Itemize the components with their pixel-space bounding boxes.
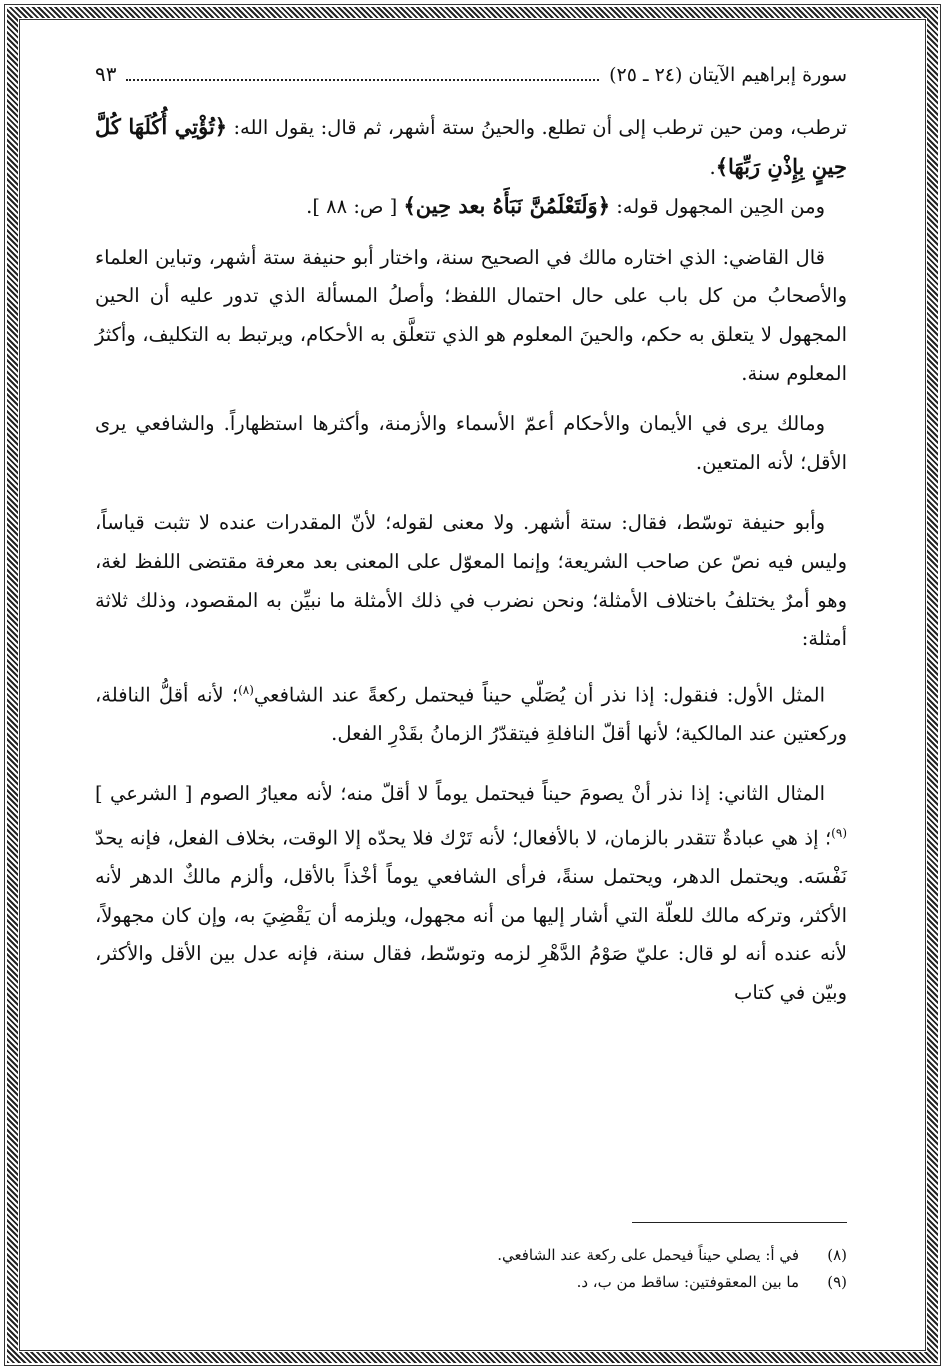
paragraph-1-text: ترطب، ومن حين ترطب إلى أن تطلع. والحينُ ستة أشهر، ثم قال: يقول الله:: [227, 116, 848, 139]
paragraph-2-text: ومن الحِين المجهول قوله:: [610, 195, 825, 219]
footnote-ref-8: (٨): [238, 682, 254, 697]
paragraph-1-end: .: [709, 155, 716, 179]
paragraph-6: [95, 671, 847, 754]
paragraph-2-citation: [ ص: ٨٨ ].: [306, 195, 404, 219]
footnote-text: ما بين المعقوفتين: ساقط من ب، د.: [576, 1273, 799, 1291]
paragraph-6-text: المثل الأول: فنقول: إذا نذر أن يُصَلّي حيناً فيحتمل ركعةً عند الشافعي: [253, 683, 826, 707]
paragraph-4: ومالك يرى في الأيمان والأحكام أعمّ الأسماء والأزمنة، وأكثرها استظهاراً. والشافعي يرى الأقل؛ لأنه المتعين.: [95, 412, 847, 474]
footnote-separator: [632, 1222, 847, 1223]
paragraph-5: وأبو حنيفة توسّط، فقال: ستة أشهر. ولا معنى لقوله؛ لأنّ المقدرات عنده لا تثبت قياساً، وليس فيه نصّ عن صاحب الشريعة؛ وإنما المعوّل على المعنى بعد معرفة مقتضى اللفظ لغة، وهو أمرٌ يختلفُ باختلاف الأمثلة؛ ونحن نضرب في ذلك الأمثلة ما نبيِّن به المقصود، وذلك ثلاثة أمثلة:: [95, 511, 847, 651]
paragraph-7: [95, 775, 847, 1012]
footnote-text: في أ: يصلي حيناً فيحمل على ركعة عند الشافعي.: [497, 1246, 799, 1264]
book-page: [95, 62, 847, 1312]
footnote-8: [95, 1242, 847, 1269]
footnote-number: (٩): [827, 1273, 847, 1291]
paragraph-2: [95, 187, 847, 227]
running-header: [95, 62, 847, 96]
paragraph-7-text: المثال الثاني: إذا نذر أنْ يصومَ حيناً فيحتمل يوماً لا أقلّ منه؛ لأنه معيارُ الصوم [ الشرعي ]: [95, 782, 825, 806]
paragraph-6-text-cont: ؛ لأنه أقلُّ النافلة، وركعتين عند المالكية؛ لأنها أقلّ النافلةِ فيتقدّرُ الزمانُ بقَدْرِ الفعل.: [95, 683, 847, 745]
footnote-number: (٨): [827, 1246, 847, 1264]
page-number: ٩٣: [95, 62, 117, 86]
footnote-ref-9: (٩): [831, 826, 847, 840]
footnotes: [95, 1242, 847, 1296]
paragraph-1: [95, 108, 847, 187]
quran-verse-2: ﴿وَلَتَعْلَمُنَّ نَبَأَهُ بعد حِين﴾: [403, 193, 610, 219]
header-leader-dots: [126, 65, 599, 81]
running-title: سورة إبراهيم الآيتان (٢٤ ـ ٢٥): [609, 64, 847, 86]
quran-verse-1: ﴿تُؤْتِي أُكُلَهَا كُلَّ حِينٍ بِإِذْنِ رَبِّهَا﴾: [95, 114, 847, 179]
footnote-9: [95, 1269, 847, 1296]
paragraph-3: قال القاضي: الذي اختاره مالك في الصحيح سنة، واختار أبو حنيفة ستة أشهر، وتباين العلماء والأصحابُ من كل باب على حال احتمال اللفظ؛ وأصلُ المسألة الذي تدور عليه أن الحين المجهول لا يتعلق به حكم، والحينَ المعلوم هو الذي تتعلَّق به الأحكام، ويرتبط به التكليف، وأكثرُ المعلوم سنة.: [95, 245, 847, 385]
paragraph-7-text-cont: ؛ إذ هي عبادةٌ تتقدر بالزمان، لا بالأفعال؛ لأنه تَرْك فلا يحدّه إلا الوقت، بخلاف الفعل، فإنه يحدّ نَفْسَه. ويحتمل الدهر، ويحتمل سنةً، فرأى الشافعي يوماً أخْذاً بالأقل، وألزم مالكٌ الدهر لأنه الأكثر، وتركه مالك للعلّة التي أشار إليها من أنه مجهول، ويلزمه أن يَقْضِيَ به، وإن كان مجهولاً، لأنه عنده أنه لو قال: عليّ صَوْمُ الدَّهْرِ لزمه وتوسّط، فقال سنة، فإنه عدل بين الأقل والأكثر، وبيّن في كتاب: [95, 826, 847, 1004]
